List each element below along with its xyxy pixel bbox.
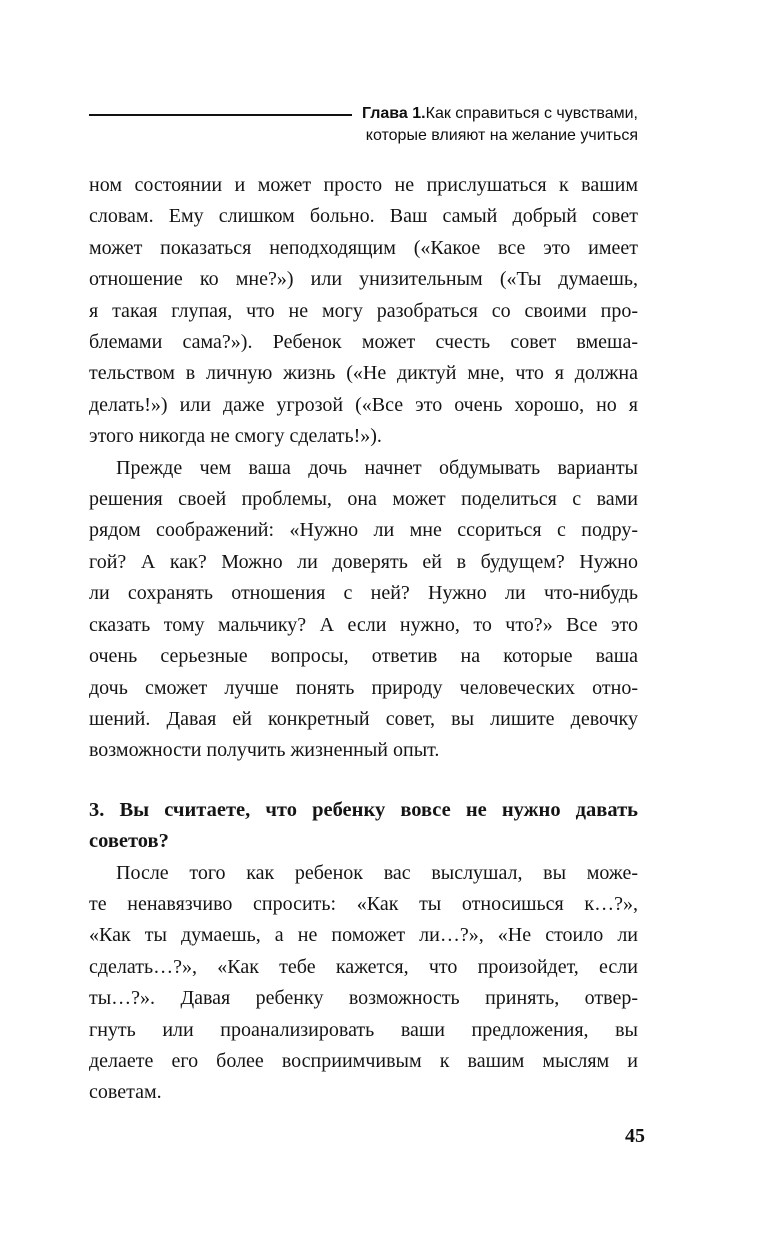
text-line: советам. [89, 1081, 162, 1104]
text-line: очень серьезные вопросы, ответив на которые ваша [89, 645, 638, 668]
text-line: После того как ребенок вас выслушал, вы може- [116, 861, 638, 884]
page-body-text [89, 170, 638, 1109]
body-paragraph-1 [89, 170, 638, 453]
text-line: решения своей проблемы, она может поделиться с вами [89, 488, 638, 511]
text-line: гой? А как? Можно ли доверять ей в будущем? Нужно [89, 550, 638, 573]
text-line: Прежде чем ваша дочь начнет обдумывать варианты [116, 456, 638, 479]
running-header [89, 0, 638, 147]
text-line: советов? [89, 830, 169, 853]
text-line: сказать тому мальчику? А если нужно, то что?» Все это [89, 613, 638, 636]
text-line: гнуть или проанализировать ваши предложения, вы [89, 1018, 638, 1041]
text-line: словам. Ему слишком больно. Ваш самый добрый совет [89, 205, 638, 228]
text-line: отношение ко мне?») или унизительным («Ты думаешь, [89, 268, 638, 291]
text-line: возможности получить жизненный опыт. [89, 739, 440, 762]
chapter-title-line1: Как справиться с чувствами, [425, 105, 638, 122]
body-paragraph-2 [89, 453, 638, 767]
running-header-line1 [89, 103, 638, 125]
page-number: 45 [625, 1124, 645, 1147]
chapter-label: Глава 1. [361, 105, 426, 122]
text-line: делаете его более восприимчивым к вашим мыслям и [89, 1049, 638, 1072]
text-line: может показаться неподходящим («Какое все это имеет [89, 236, 638, 259]
text-line: этого никогда не смогу сделать!»). [89, 425, 382, 448]
text-line: 3. Вы считаете, что ребенку вовсе не нужно давать [89, 798, 638, 821]
text-line: ли сохранять отношения с ней? Нужно ли что-нибудь [89, 582, 638, 605]
text-line: шений. Давая ей конкретный совет, вы лишите девочку [89, 707, 638, 730]
text-line: сделать…?», «Как тебе кажется, что произойдет, если [89, 955, 638, 978]
text-line: рядом соображений: «Нужно ли мне ссориться с подру- [89, 519, 638, 542]
text-line: дочь сможет лучше понять природу человеческих отно- [89, 676, 638, 699]
body-paragraph-3 [89, 858, 638, 1109]
section-heading [89, 795, 638, 858]
text-line: тельством в личную жизнь («Не диктуй мне, что я должна [89, 362, 638, 385]
text-line: делать!») или даже угрозой («Все это очень хорошо, но я [89, 393, 638, 416]
header-rule-line [89, 114, 352, 116]
text-line: «Как ты думаешь, а не поможет ли…?», «Не стоило ли [89, 924, 638, 947]
text-line: я такая глупая, что не могу разобраться со своими про- [89, 299, 638, 322]
text-line: ном состоянии и может просто не прислушаться к вашим [89, 174, 638, 196]
text-line: ты…?». Давая ребенку возможность принять, отвер- [89, 987, 638, 1010]
text-line: те ненавязчиво спросить: «Как ты относишься к…?», [89, 892, 638, 915]
chapter-title-line2: которые влияют на желание учиться [365, 127, 638, 144]
text-line: блемами сама?»). Ребенок может счесть совет вмеша- [89, 331, 638, 354]
